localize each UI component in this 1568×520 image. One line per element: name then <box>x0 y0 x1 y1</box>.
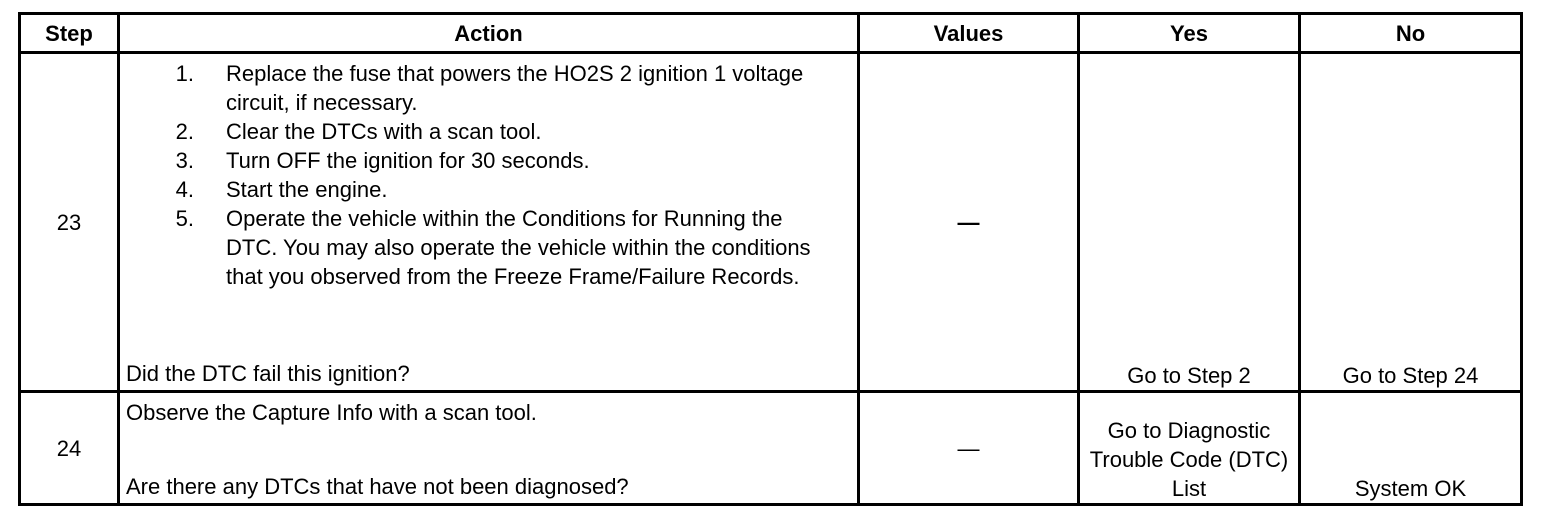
value-dash: — <box>957 209 980 235</box>
action-steps-list <box>172 59 827 291</box>
action-cell <box>119 53 859 392</box>
header-step: Step <box>20 14 119 53</box>
action-question: Did the DTC fail this ignition? <box>126 361 410 386</box>
list-item-number: 3. <box>175 148 194 173</box>
list-item-text: Clear the DTCs with a scan tool. <box>226 119 542 144</box>
list-item-text: Start the engine. <box>226 177 388 202</box>
list-item-number: 1. <box>175 61 194 86</box>
action-question: Are there any DTCs that have not been diagnosed? <box>126 474 629 499</box>
list-item-text: Operate the vehicle within the Conditions for Running the DTC. You may also operate the vehicle within the conditions that you observed from the Freeze Frame/Failure Records. <box>226 206 811 289</box>
no-cell: Go to Step 24 <box>1300 53 1522 392</box>
values-cell <box>859 392 1079 505</box>
values-cell <box>859 53 1079 392</box>
header-yes: Yes <box>1079 14 1300 53</box>
yes-cell: Go to Step 2 <box>1079 53 1300 392</box>
header-action: Action <box>119 14 859 53</box>
diagnostic-table <box>18 12 1523 506</box>
header-values: Values <box>859 14 1079 53</box>
step-number: 24 <box>20 392 119 505</box>
table-row <box>20 53 1522 392</box>
action-cell <box>119 392 859 505</box>
action-instruction: Observe the Capture Info with a scan tool. <box>126 400 537 425</box>
table-row <box>20 392 1522 505</box>
list-item-number: 5. <box>175 206 194 231</box>
header-row <box>20 14 1522 53</box>
list-item <box>172 146 827 175</box>
no-cell: System OK <box>1300 392 1522 505</box>
yes-cell: Go to Diagnostic Trouble Code (DTC) List <box>1079 392 1300 505</box>
header-no: No <box>1300 14 1522 53</box>
list-item-text: Replace the fuse that powers the HO2S 2 ignition 1 voltage circuit, if necessary. <box>226 61 804 115</box>
step-number: 23 <box>20 53 119 392</box>
list-item <box>172 204 827 291</box>
list-item <box>172 117 827 146</box>
list-item <box>172 175 827 204</box>
value-dash: — <box>957 435 980 461</box>
list-item-text: Turn OFF the ignition for 30 seconds. <box>226 148 590 173</box>
list-item <box>172 59 827 117</box>
list-item-number: 2. <box>175 119 194 144</box>
list-item-number: 4. <box>175 177 194 202</box>
